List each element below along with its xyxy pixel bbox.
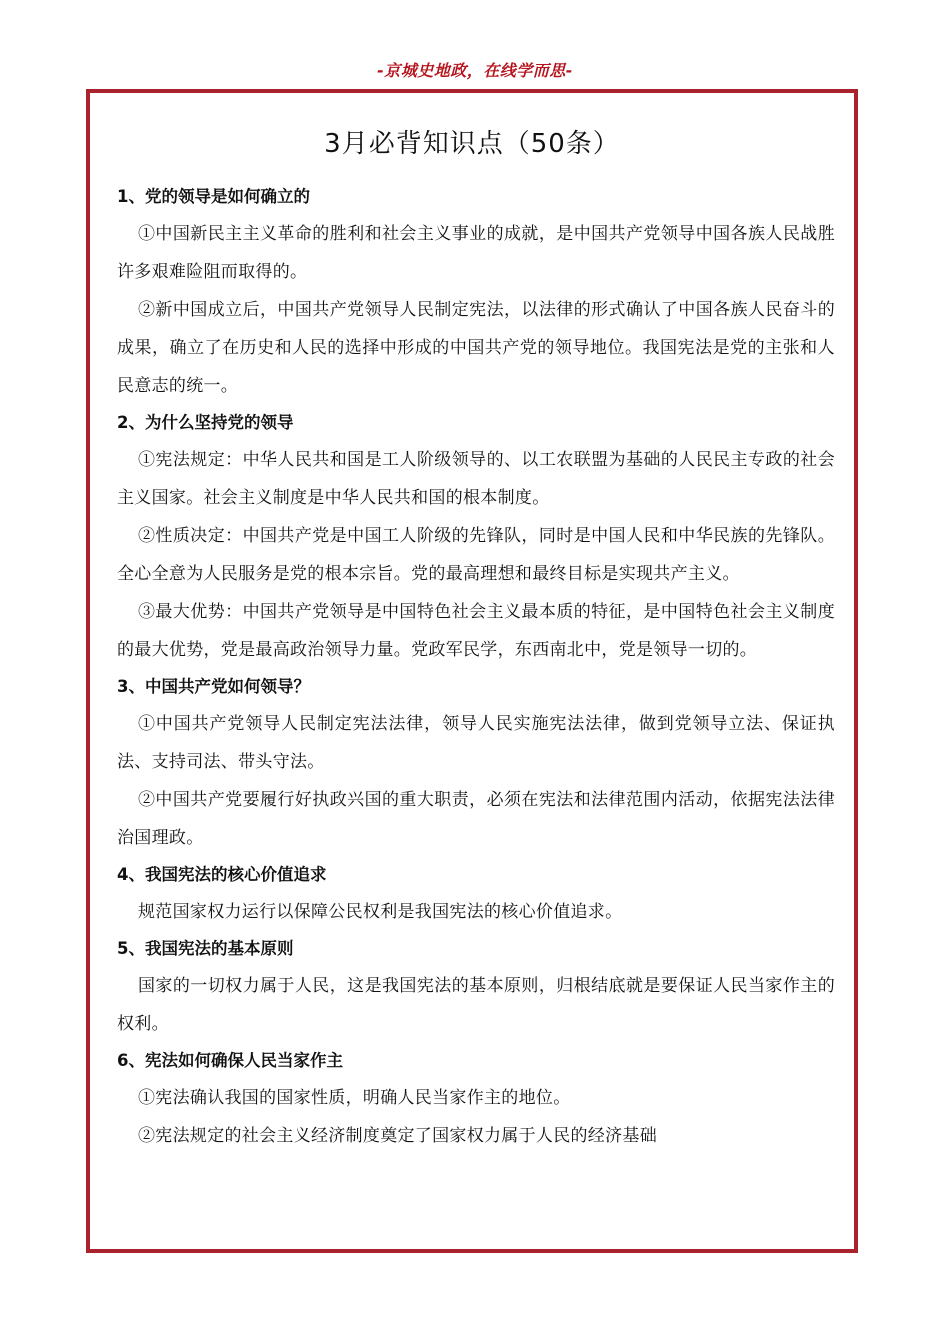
section-heading: 5、我国宪法的基本原则: [117, 939, 294, 958]
section-5: [117, 931, 835, 1043]
paragraph: ②中国共产党要履行好执政兴国的重大职责，必须在宪法和法律范围内活动，依据宪法法律治国理政。: [117, 790, 835, 848]
section-3: [117, 669, 835, 857]
paragraph: ③最大优势：中国共产党领导是中国特色社会主义最本质的特征，是中国特色社会主义制度的最大优势，党是最高政治领导力量。党政军民学，东西南北中，党是领导一切的。: [117, 602, 835, 660]
document-content: [117, 179, 835, 1155]
paragraph: ②宪法规定的社会主义经济制度奠定了国家权力属于人民的经济基础: [138, 1126, 657, 1146]
paragraph: ①宪法规定：中华人民共和国是工人阶级领导的、以工农联盟为基础的人民民主专政的社会主义国家。社会主义制度是中华人民共和国的根本制度。: [117, 450, 835, 508]
section-heading: 2、为什么坚持党的领导: [117, 413, 294, 432]
section-2: [117, 405, 835, 669]
paragraph: ①中国共产党领导人民制定宪法法律，领导人民实施宪法法律，做到党领导立法、保证执法、支持司法、带头守法。: [117, 714, 835, 772]
section-6: [117, 1043, 835, 1155]
header-brand: -京城史地政，在线学而思-: [377, 61, 573, 80]
section-heading: 3、中国共产党如何领导？: [117, 677, 310, 696]
paragraph: ②新中国成立后，中国共产党领导人民制定宪法，以法律的形式确认了中国各族人民奋斗的成果，确立了在历史和人民的选择中形成的中国共产党的领导地位。我国宪法是党的主张和人民意志的统一。: [117, 300, 835, 396]
document-title: 3月必背知识点（50条）: [324, 129, 620, 159]
section-heading: 1、党的领导是如何确立的: [117, 187, 310, 206]
paragraph: 国家的一切权力属于人民，这是我国宪法的基本原则，归根结底就是要保证人民当家作主的权利。: [117, 976, 835, 1034]
section-heading: 4、我国宪法的核心价值追求: [117, 865, 327, 884]
section-1: [117, 179, 835, 405]
section-4: [117, 857, 835, 931]
paragraph: ②性质决定：中国共产党是中国工人阶级的先锋队，同时是中国人民和中华民族的先锋队。全心全意为人民服务是党的根本宗旨。党的最高理想和最终目标是实现共产主义。: [117, 526, 835, 584]
document-frame: [86, 89, 858, 1253]
section-heading: 6、宪法如何确保人民当家作主: [117, 1051, 343, 1070]
paragraph: ①宪法确认我国的国家性质，明确人民当家作主的地位。: [138, 1088, 571, 1108]
paragraph: 规范国家权力运行以保障公民权利是我国宪法的核心价值追求。: [138, 902, 623, 922]
paragraph: ①中国新民主主义革命的胜利和社会主义事业的成就，是中国共产党领导中国各族人民战胜许多艰难险阻而取得的。: [117, 224, 835, 282]
